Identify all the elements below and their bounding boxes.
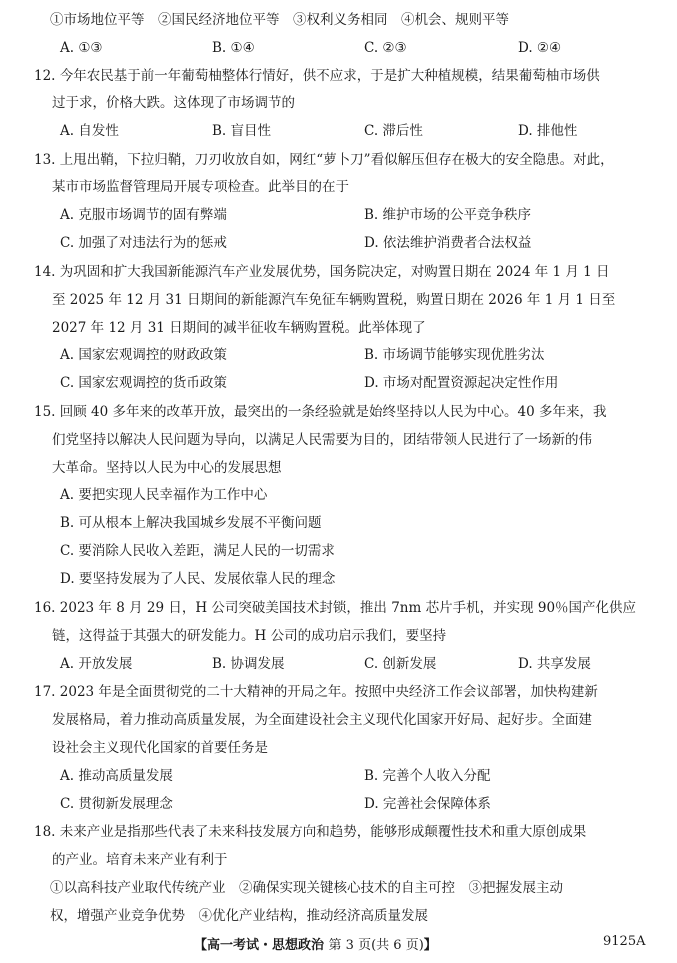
q17-option-b[interactable]: B. 完善个人收入分配 (364, 768, 491, 784)
q18-statements-line-2: 权，增强产业竞争优势 ④优化产业结构，推动经济高质量发展 (50, 908, 428, 924)
q12-option-b[interactable]: B. 盲目性 (212, 123, 272, 139)
q13-option-d[interactable]: D. 依法维护消费者合法权益 (364, 235, 532, 251)
q15-option-a[interactable]: A. 要把实现人民幸福作为工作中心 (60, 487, 268, 503)
footer-page-number: 第 3 页(共 6 页) (328, 938, 424, 953)
q16-options (0, 654, 677, 674)
q16-option-d[interactable]: D. 共享发展 (518, 656, 591, 672)
q15-stem-line-2: 们党坚持以解决人民问题为导向，以满足人民需要为目的，团结带领人民进行了一场新的伟 (52, 432, 592, 448)
q12-stem-line-1: 12. 今年农民基于前一年葡萄柚整体行情好，供不应求，于是扩大种植规模，结果葡萄柚市场供 (34, 68, 600, 84)
q18-statements-line-1: ①以高科技产业取代传统产业 ②确保实现关键核心技术的自主可控 ③把握发展主动 (50, 880, 563, 896)
q11-option-c[interactable]: C. ②③ (364, 40, 407, 56)
q17-options (0, 766, 677, 814)
q17-stem-line-2: 发展格局，着力推动高质量发展，为全面建设社会主义现代化国家开好局、起好步。全面建 (52, 712, 592, 728)
q11-option-a[interactable]: A. ①③ (60, 40, 103, 56)
q16-option-c[interactable]: C. 创新发展 (364, 656, 437, 672)
q13-options (0, 205, 677, 253)
q14-option-c[interactable]: C. 国家宏观调控的货币政策 (60, 375, 227, 391)
q11-options (0, 38, 677, 58)
q17-stem-line-3: 设社会主义现代化国家的首要任务是 (52, 740, 268, 756)
footer-paper-code: 9125A (603, 934, 646, 949)
q17-option-d[interactable]: D. 完善社会保障体系 (364, 796, 491, 812)
q17-option-c[interactable]: C. 贯彻新发展理念 (60, 796, 173, 812)
q11-statements: ①市场地位平等 ②国民经济地位平等 ③权利义务相同 ④机会、规则平等 (50, 12, 509, 28)
q14-options (0, 345, 677, 393)
q17-option-a[interactable]: A. 推动高质量发展 (60, 768, 173, 784)
q16-stem-line-2: 链，这得益于其强大的研发能力。H 公司的成功启示我们，要坚持 (52, 628, 447, 644)
footer-bracket-close: 】 (423, 938, 437, 953)
footer-exam-title: 【高一考试・思想政治 (194, 938, 325, 953)
q14-option-d[interactable]: D. 市场对配置资源起决定性作用 (364, 375, 559, 391)
q13-option-b[interactable]: B. 维护市场的公平竞争秩序 (364, 207, 532, 223)
q11-option-b[interactable]: B. ①④ (212, 40, 255, 56)
q12-options (0, 121, 677, 141)
q12-option-a[interactable]: A. 自发性 (60, 123, 119, 139)
q13-option-c[interactable]: C. 加强了对违法行为的惩戒 (60, 235, 227, 251)
q14-stem-line-3: 2027 年 12 月 31 日期间的减半征收车辆购置税。此举体现了 (52, 320, 426, 336)
q12-option-d[interactable]: D. 排他性 (518, 123, 578, 139)
q14-option-a[interactable]: A. 国家宏观调控的财政政策 (60, 347, 227, 363)
q11-option-d[interactable]: D. ②④ (518, 40, 562, 56)
q13-stem-line-1: 13. 上甩出鞘，下拉归鞘，刀刃收放自如，网红“萝卜刀”看似解压但存在极大的安全隐患。对此， (34, 152, 614, 168)
footer-exam-info (194, 934, 437, 953)
q14-option-b[interactable]: B. 市场调节能够实现优胜劣汰 (364, 347, 545, 363)
q12-stem-line-2: 过于求，价格大跌。这体现了市场调节的 (52, 95, 295, 111)
page-footer (0, 934, 677, 954)
q18-stem-line-2: 的产业。培育未来产业有利于 (52, 852, 228, 868)
q14-stem-line-1: 14. 为巩固和扩大我国新能源汽车产业发展优势，国务院决定，对购置日期在 2024 年 1 月 1 日 (34, 264, 610, 280)
q13-stem-line-2: 某市市场监督管理局开展专项检查。此举目的在于 (52, 179, 349, 195)
q15-option-b[interactable]: B. 可从根本上解决我国城乡发展不平衡问题 (60, 515, 322, 531)
q16-option-b[interactable]: B. 协调发展 (212, 656, 285, 672)
q15-option-d[interactable]: D. 要坚持发展为了人民、发展依靠人民的理念 (60, 571, 336, 587)
q17-stem-line-1: 17. 2023 年是全面贯彻党的二十大精神的开局之年。按照中央经济工作会议部署，加快构建新 (34, 684, 598, 700)
q12-option-c[interactable]: C. 滞后性 (364, 123, 423, 139)
q15-option-c[interactable]: C. 要消除人民收入差距，满足人民的一切需求 (60, 543, 335, 559)
q15-stem-line-3: 大革命。坚持以人民为中心的发展思想 (52, 460, 282, 476)
q14-stem-line-2: 至 2025 年 12 月 31 日期间的新能源汽车免征车辆购置税，购置日期在 2026 年 1 月 1 日至 (52, 292, 616, 308)
q15-stem-line-1: 15. 回顾 40 多年来的改革开放，最突出的一条经验就是始终坚持以人民为中心。40 多年来，我 (34, 404, 607, 420)
q13-option-a[interactable]: A. 克服市场调节的固有弊端 (60, 207, 227, 223)
q18-stem-line-1: 18. 未来产业是指那些代表了未来科技发展方向和趋势，能够形成颠覆性技术和重大原创成果 (34, 824, 587, 840)
q16-stem-line-1: 16. 2023 年 8 月 29 日，H 公司突破美国技术封锁，推出 7nm 芯片手机，并实现 90％国产化供应 (34, 600, 637, 616)
q16-option-a[interactable]: A. 开放发展 (60, 656, 133, 672)
